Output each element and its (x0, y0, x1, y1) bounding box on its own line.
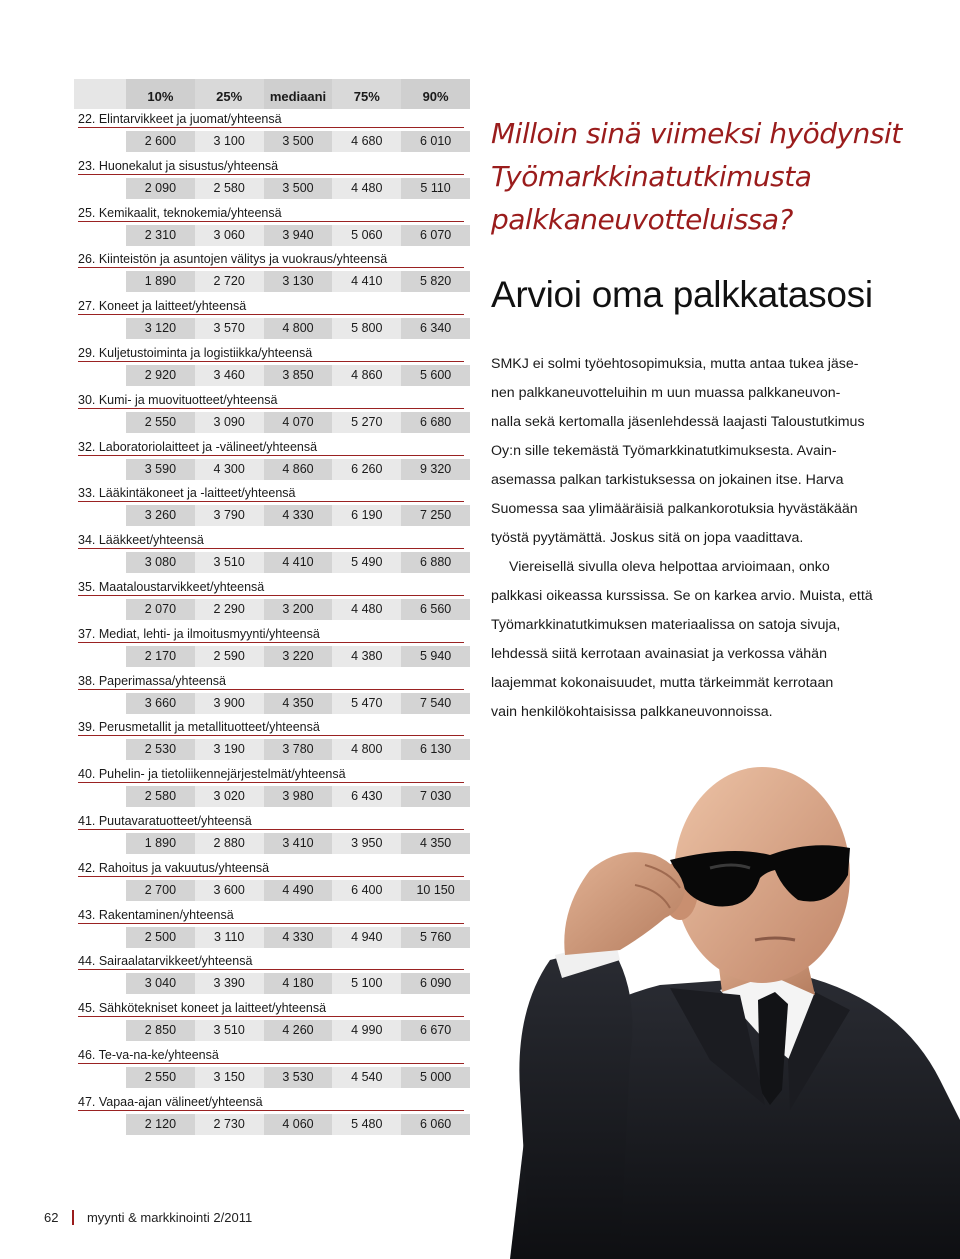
value-cell: 4 800 (332, 739, 401, 760)
table-row (74, 343, 470, 390)
table-row (74, 811, 470, 858)
table-row (74, 483, 470, 530)
value-cell: 1 890 (126, 271, 195, 292)
header-p90: 90% (401, 79, 470, 109)
value-cell: 3 220 (264, 646, 333, 667)
row-label: 34. Lääkkeet/yhteensä (78, 533, 464, 549)
row-values (126, 786, 470, 807)
body-line: asemassa palkan tarkistuksessa on jokainen itse. Harva (491, 472, 844, 488)
row-values (126, 178, 470, 199)
value-cell: 5 800 (332, 318, 401, 339)
value-cell: 4 260 (264, 1020, 333, 1041)
value-cell: 4 380 (332, 646, 401, 667)
value-cell: 3 780 (264, 739, 333, 760)
value-cell: 6 190 (332, 505, 401, 526)
value-cell: 5 470 (332, 693, 401, 714)
header-median: mediaani (264, 79, 333, 109)
row-label: 23. Huonekalut ja sisustus/yhteensä (78, 159, 464, 175)
value-cell: 3 500 (264, 178, 333, 199)
value-cell: 3 530 (264, 1067, 333, 1088)
value-cell: 4 060 (264, 1114, 333, 1135)
value-cell: 2 290 (195, 599, 264, 620)
value-cell: 9 320 (401, 459, 470, 480)
value-cell: 5 060 (332, 225, 401, 246)
row-values (126, 927, 470, 948)
value-cell: 3 590 (126, 459, 195, 480)
value-cell: 6 060 (401, 1114, 470, 1135)
row-values (126, 131, 470, 152)
value-cell: 6 340 (401, 318, 470, 339)
sleeve-shape (519, 945, 632, 1259)
header-spacer (74, 79, 126, 109)
row-values (126, 880, 470, 901)
table-row (74, 764, 470, 811)
row-values (126, 973, 470, 994)
value-cell: 6 130 (401, 739, 470, 760)
value-cell: 2 120 (126, 1114, 195, 1135)
value-cell: 5 760 (401, 927, 470, 948)
row-label: 27. Koneet ja laitteet/yhteensä (78, 299, 464, 315)
table-row (74, 249, 470, 296)
value-cell: 3 660 (126, 693, 195, 714)
body-line: vain henkilökohtaisissa palkkaneuvonnoissa. (491, 704, 773, 720)
header-p10: 10% (126, 79, 195, 109)
table-row (74, 390, 470, 437)
value-cell: 3 510 (195, 552, 264, 573)
publication-name: myynti & markkinointi 2/2011 (86, 1210, 253, 1225)
table-header (74, 79, 470, 109)
value-cell: 4 180 (264, 973, 333, 994)
body-line: Oy:n sille tekemästä Työmarkkinatutkimuksesta. Avain- (491, 443, 837, 459)
row-values (126, 552, 470, 573)
value-cell: 2 090 (126, 178, 195, 199)
value-cell: 6 010 (401, 131, 470, 152)
row-label: 22. Elintarvikkeet ja juomat/yhteensä (78, 112, 464, 128)
row-label: 40. Puhelin- ja tietoliikennejärjestelmät/yhteensä (78, 767, 464, 783)
value-cell: 5 600 (401, 365, 470, 386)
value-cell: 4 800 (264, 318, 333, 339)
value-cell: 4 300 (195, 459, 264, 480)
value-cell: 6 070 (401, 225, 470, 246)
value-cell: 4 330 (264, 505, 333, 526)
table-row (74, 577, 470, 624)
value-cell: 5 480 (332, 1114, 401, 1135)
value-cell: 3 190 (195, 739, 264, 760)
value-cell: 3 200 (264, 599, 333, 620)
body-line: laajemmat kokonaisuudet, mutta tärkeimmät kerrotaan (491, 675, 834, 691)
value-cell: 5 490 (332, 552, 401, 573)
value-cell: 2 700 (126, 880, 195, 901)
value-cell: 6 880 (401, 552, 470, 573)
value-cell: 2 070 (126, 599, 195, 620)
table-row (74, 998, 470, 1045)
row-values (126, 1114, 470, 1135)
value-cell: 6 670 (401, 1020, 470, 1041)
value-cell: 6 430 (332, 786, 401, 807)
value-cell: 3 390 (195, 973, 264, 994)
agent-photo (470, 760, 960, 1259)
value-cell: 4 350 (401, 833, 470, 854)
value-cell: 1 890 (126, 833, 195, 854)
value-cell: 4 410 (264, 552, 333, 573)
row-label: 25. Kemikaalit, teknokemia/yhteensä (78, 206, 464, 222)
value-cell: 5 270 (332, 412, 401, 433)
body-line: SMKJ ei solmi työehtosopimuksia, mutta antaa tukea jäse- (491, 356, 859, 372)
row-label: 42. Rahoitus ja vakuutus/yhteensä (78, 861, 464, 877)
value-cell: 7 540 (401, 693, 470, 714)
table-row (74, 624, 470, 671)
value-cell: 3 150 (195, 1067, 264, 1088)
value-cell: 3 460 (195, 365, 264, 386)
row-label: 46. Te-va-na-ke/yhteensä (78, 1048, 464, 1064)
value-cell: 2 590 (195, 646, 264, 667)
row-label: 39. Perusmetallit ja metallituotteet/yhteensä (78, 720, 464, 736)
table-row (74, 109, 470, 156)
row-label: 44. Sairaalatarvikkeet/yhteensä (78, 954, 464, 970)
table-row (74, 437, 470, 484)
value-cell: 2 580 (126, 786, 195, 807)
value-cell: 3 020 (195, 786, 264, 807)
body-line: työstä pyytämättä. Joskus sitä on jopa vaadittava. (491, 530, 804, 546)
row-label: 38. Paperimassa/yhteensä (78, 674, 464, 690)
page-footer (44, 1210, 252, 1225)
value-cell: 3 510 (195, 1020, 264, 1041)
row-values (126, 271, 470, 292)
value-cell: 3 790 (195, 505, 264, 526)
row-label: 37. Mediat, lehti- ja ilmoitusmyynti/yhteensä (78, 627, 464, 643)
row-label: 43. Rakentaminen/yhteensä (78, 908, 464, 924)
value-cell: 4 350 (264, 693, 333, 714)
value-cell: 2 530 (126, 739, 195, 760)
header-p25: 25% (195, 79, 264, 109)
row-label: 29. Kuljetustoiminta ja logistiikka/yhteensä (78, 346, 464, 362)
value-cell: 4 540 (332, 1067, 401, 1088)
body-line: lehdessä siitä kerrotaan avainasiat ja verkossa vähän (491, 646, 827, 662)
value-cell: 2 730 (195, 1114, 264, 1135)
value-cell: 4 940 (332, 927, 401, 948)
value-cell: 3 940 (264, 225, 333, 246)
row-label: 32. Laboratoriolaitteet ja -välineet/yhteensä (78, 440, 464, 456)
row-label: 33. Lääkintäkoneet ja -laitteet/yhteensä (78, 486, 464, 502)
value-cell: 2 580 (195, 178, 264, 199)
value-cell: 4 990 (332, 1020, 401, 1041)
value-cell: 5 940 (401, 646, 470, 667)
row-label: 30. Kumi- ja muovituotteet/yhteensä (78, 393, 464, 409)
body-line: Työmarkkinatutkimuksen materiaalissa on satoja sivuja, (491, 617, 841, 633)
value-cell: 6 400 (332, 880, 401, 901)
value-cell: 5 100 (332, 973, 401, 994)
value-cell: 2 170 (126, 646, 195, 667)
value-cell: 3 040 (126, 973, 195, 994)
value-cell: 2 550 (126, 1067, 195, 1088)
row-values (126, 459, 470, 480)
value-cell: 4 480 (332, 599, 401, 620)
value-cell: 3 260 (126, 505, 195, 526)
table-row (74, 951, 470, 998)
table-row (74, 156, 470, 203)
value-cell: 3 120 (126, 318, 195, 339)
table-body (74, 109, 470, 1139)
value-cell: 3 080 (126, 552, 195, 573)
table-row (74, 1045, 470, 1092)
value-cell: 10 150 (401, 880, 470, 901)
table-row (74, 203, 470, 250)
row-values (126, 505, 470, 526)
article-body (491, 350, 916, 727)
value-cell: 3 110 (195, 927, 264, 948)
row-label: 47. Vapaa-ajan välineet/yhteensä (78, 1095, 464, 1111)
value-cell: 3 980 (264, 786, 333, 807)
row-values (126, 318, 470, 339)
row-values (126, 646, 470, 667)
value-cell: 2 850 (126, 1020, 195, 1041)
table-row (74, 717, 470, 764)
value-cell: 4 490 (264, 880, 333, 901)
value-cell: 3 130 (264, 271, 333, 292)
row-values (126, 1067, 470, 1088)
value-cell: 3 600 (195, 880, 264, 901)
table-row (74, 858, 470, 905)
article-headline: Arvioi oma palkkatasosi (491, 274, 873, 315)
table-row (74, 296, 470, 343)
value-cell: 4 330 (264, 927, 333, 948)
question-line: Milloin sinä viimeksi hyödynsit (491, 117, 902, 150)
row-label: 41. Puutavaratuotteet/yhteensä (78, 814, 464, 830)
value-cell: 7 250 (401, 505, 470, 526)
row-label: 26. Kiinteistön ja asuntojen välitys ja vuokraus/yhteensä (78, 252, 464, 268)
body-line: palkkasi oikeassa kurssissa. Se on karkea arvio. Muista, että (491, 588, 873, 604)
salary-table (74, 79, 470, 1139)
value-cell: 3 900 (195, 693, 264, 714)
table-row (74, 1092, 470, 1139)
value-cell: 4 860 (264, 459, 333, 480)
page-number: 62 (44, 1210, 59, 1225)
value-cell: 2 550 (126, 412, 195, 433)
value-cell: 4 860 (332, 365, 401, 386)
value-cell: 6 090 (401, 973, 470, 994)
value-cell: 2 310 (126, 225, 195, 246)
value-cell: 6 680 (401, 412, 470, 433)
row-values (126, 739, 470, 760)
row-values (126, 365, 470, 386)
question-line: palkkaneuvotteluissa? (491, 203, 793, 236)
value-cell: 3 410 (264, 833, 333, 854)
value-cell: 3 100 (195, 131, 264, 152)
row-values (126, 1020, 470, 1041)
question-line: Työmarkkinatutkimusta (491, 160, 812, 193)
value-cell: 4 680 (332, 131, 401, 152)
value-cell: 3 850 (264, 365, 333, 386)
header-p75: 75% (332, 79, 401, 109)
value-cell: 2 880 (195, 833, 264, 854)
value-cell: 3 570 (195, 318, 264, 339)
value-cell: 3 090 (195, 412, 264, 433)
value-cell: 3 500 (264, 131, 333, 152)
table-row (74, 905, 470, 952)
value-cell: 3 060 (195, 225, 264, 246)
value-cell: 5 110 (401, 178, 470, 199)
value-cell: 4 410 (332, 271, 401, 292)
value-cell: 5 000 (401, 1067, 470, 1088)
value-cell: 2 500 (126, 927, 195, 948)
value-cell: 2 720 (195, 271, 264, 292)
value-cell: 3 950 (332, 833, 401, 854)
row-label: 45. Sähkötekniset koneet ja laitteet/yhteensä (78, 1001, 464, 1017)
value-cell: 2 600 (126, 131, 195, 152)
row-values (126, 599, 470, 620)
body-line: Suomessa saa ylimääräisiä palkankorotuksia hyvästäkään (491, 501, 858, 517)
question-heading (491, 112, 931, 241)
value-cell: 4 480 (332, 178, 401, 199)
table-row (74, 671, 470, 718)
footer-divider (72, 1210, 74, 1225)
value-cell: 7 030 (401, 786, 470, 807)
row-values (126, 225, 470, 246)
value-cell: 5 820 (401, 271, 470, 292)
body-line: nen palkkaneuvotteluihin m uun muassa palkkaneuvon- (491, 385, 841, 401)
value-cell: 4 070 (264, 412, 333, 433)
row-values (126, 412, 470, 433)
body-line: Viereisellä sivulla oleva helpottaa arvioimaan, onko (509, 559, 830, 575)
row-values (126, 693, 470, 714)
value-cell: 2 920 (126, 365, 195, 386)
row-values (126, 833, 470, 854)
body-line: nalla sekä kertomalla jäsenlehdessä laajasti Taloustutkimus (491, 414, 865, 430)
row-label: 35. Maataloustarvikkeet/yhteensä (78, 580, 464, 596)
value-cell: 6 560 (401, 599, 470, 620)
table-row (74, 530, 470, 577)
value-cell: 6 260 (332, 459, 401, 480)
